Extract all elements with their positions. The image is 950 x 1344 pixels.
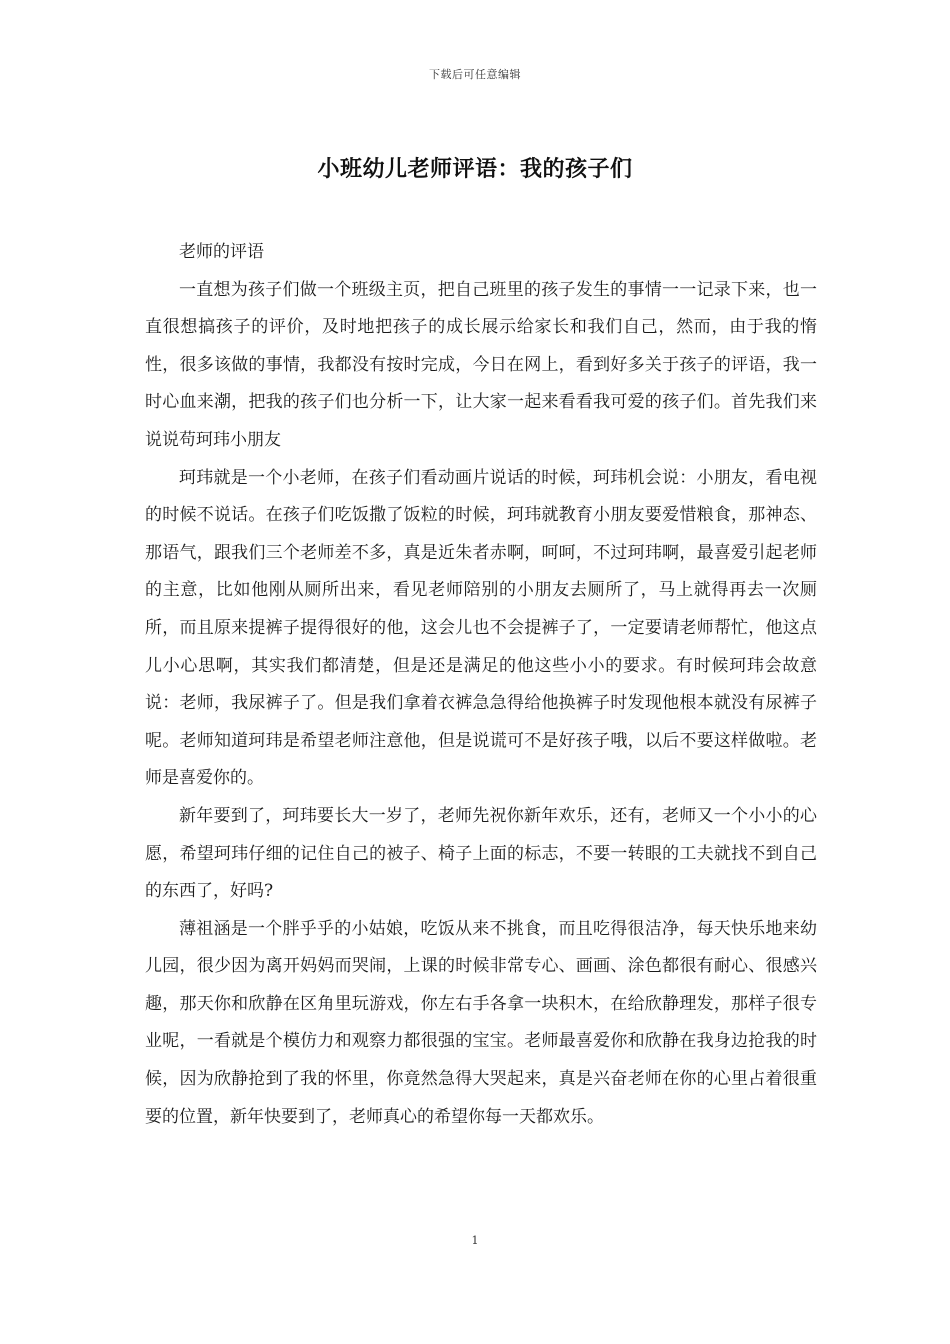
paragraph: 新年要到了，珂玮要长大一岁了，老师先祝你新年欢乐，还有，老师又一个小小的心愿，希望珂玮仔细的记住自己的被子、椅子上面的标志，不要一转眼的工夫就找不到自己的东西了，好吗?: [145, 805, 817, 902]
page-number: 1: [471, 1234, 479, 1247]
paragraph: 薄祖涵是一个胖乎乎的小姑娘，吃饭从来不挑食，而且吃得很洁净，每天快乐地来幼儿园，很少因为离开妈妈而哭闹，上课的时候非常专心、画画、涂色都很有耐心、很感兴趣，那天你和欣静在区角里玩游戏，你左右手各拿一块积木，在给欣静理发，那样子很专业呢，一看就是个模仿力和观察力都很强的宝宝。老师最喜爱你和欣静在我身边抢我的时候，因为欣静抢到了我的怀里，你竟然急得大哭起来，真是兴奋老师在你的心里占着很重要的位置，新年快要到了，老师真心的希望你每一天都欢乐。: [145, 918, 817, 1127]
paragraph-subheading: 老师的评语: [179, 242, 264, 262]
paragraph: 一直想为孩子们做一个班级主页，把自己班里的孩子发生的事情一一记录下来，也一直很想搞孩子的评价，及时地把孩子的成长展示给家长和我们自己，然而，由于我的惰性，很多该做的事情，我都没有按时完成，今日在网上，看到好多关于孩子的评语，我一时心血来潮，把我的孩子们也分析一下，让大家一起来看看我可爱的孩子们。首先我们来说说苟珂玮小朋友: [145, 279, 817, 450]
document-title: 小班幼儿老师评语：我的孩子们: [317, 156, 633, 182]
paragraph: 珂玮就是一个小老师，在孩子们看动画片说话的时候，珂玮机会说：小朋友，看电视的时候不说话。在孩子们吃饭撒了饭粒的时候，珂玮就教育小朋友要爱惜粮食，那神态、那语气，跟我们三个老师差不多，真是近朱者赤啊，呵呵，不过珂玮啊，最喜爱引起老师的主意，比如他刚从厕所出来，看见老师陪别的小朋友去厕所了，马上就得再去一次厕所，而且原来提裤子提得很好的他，这会儿也不会提裤子了，一定要请老师帮忙，他这点儿小心思啊，其实我们都清楚，但是还是满足的他这些小小的要求。有时候珂玮会故意说：老师，我尿裤子了。但是我们拿着衣裤急急得给他换裤子时发现他根本就没有尿裤子呢。老师知道珂玮是希望老师注意他，但是说谎可不是好孩子哦，以后不要这样做啦。老师是喜爱你的。: [145, 467, 817, 789]
document-body: [145, 234, 817, 1136]
header-note: 下载后可任意编辑: [429, 68, 521, 81]
